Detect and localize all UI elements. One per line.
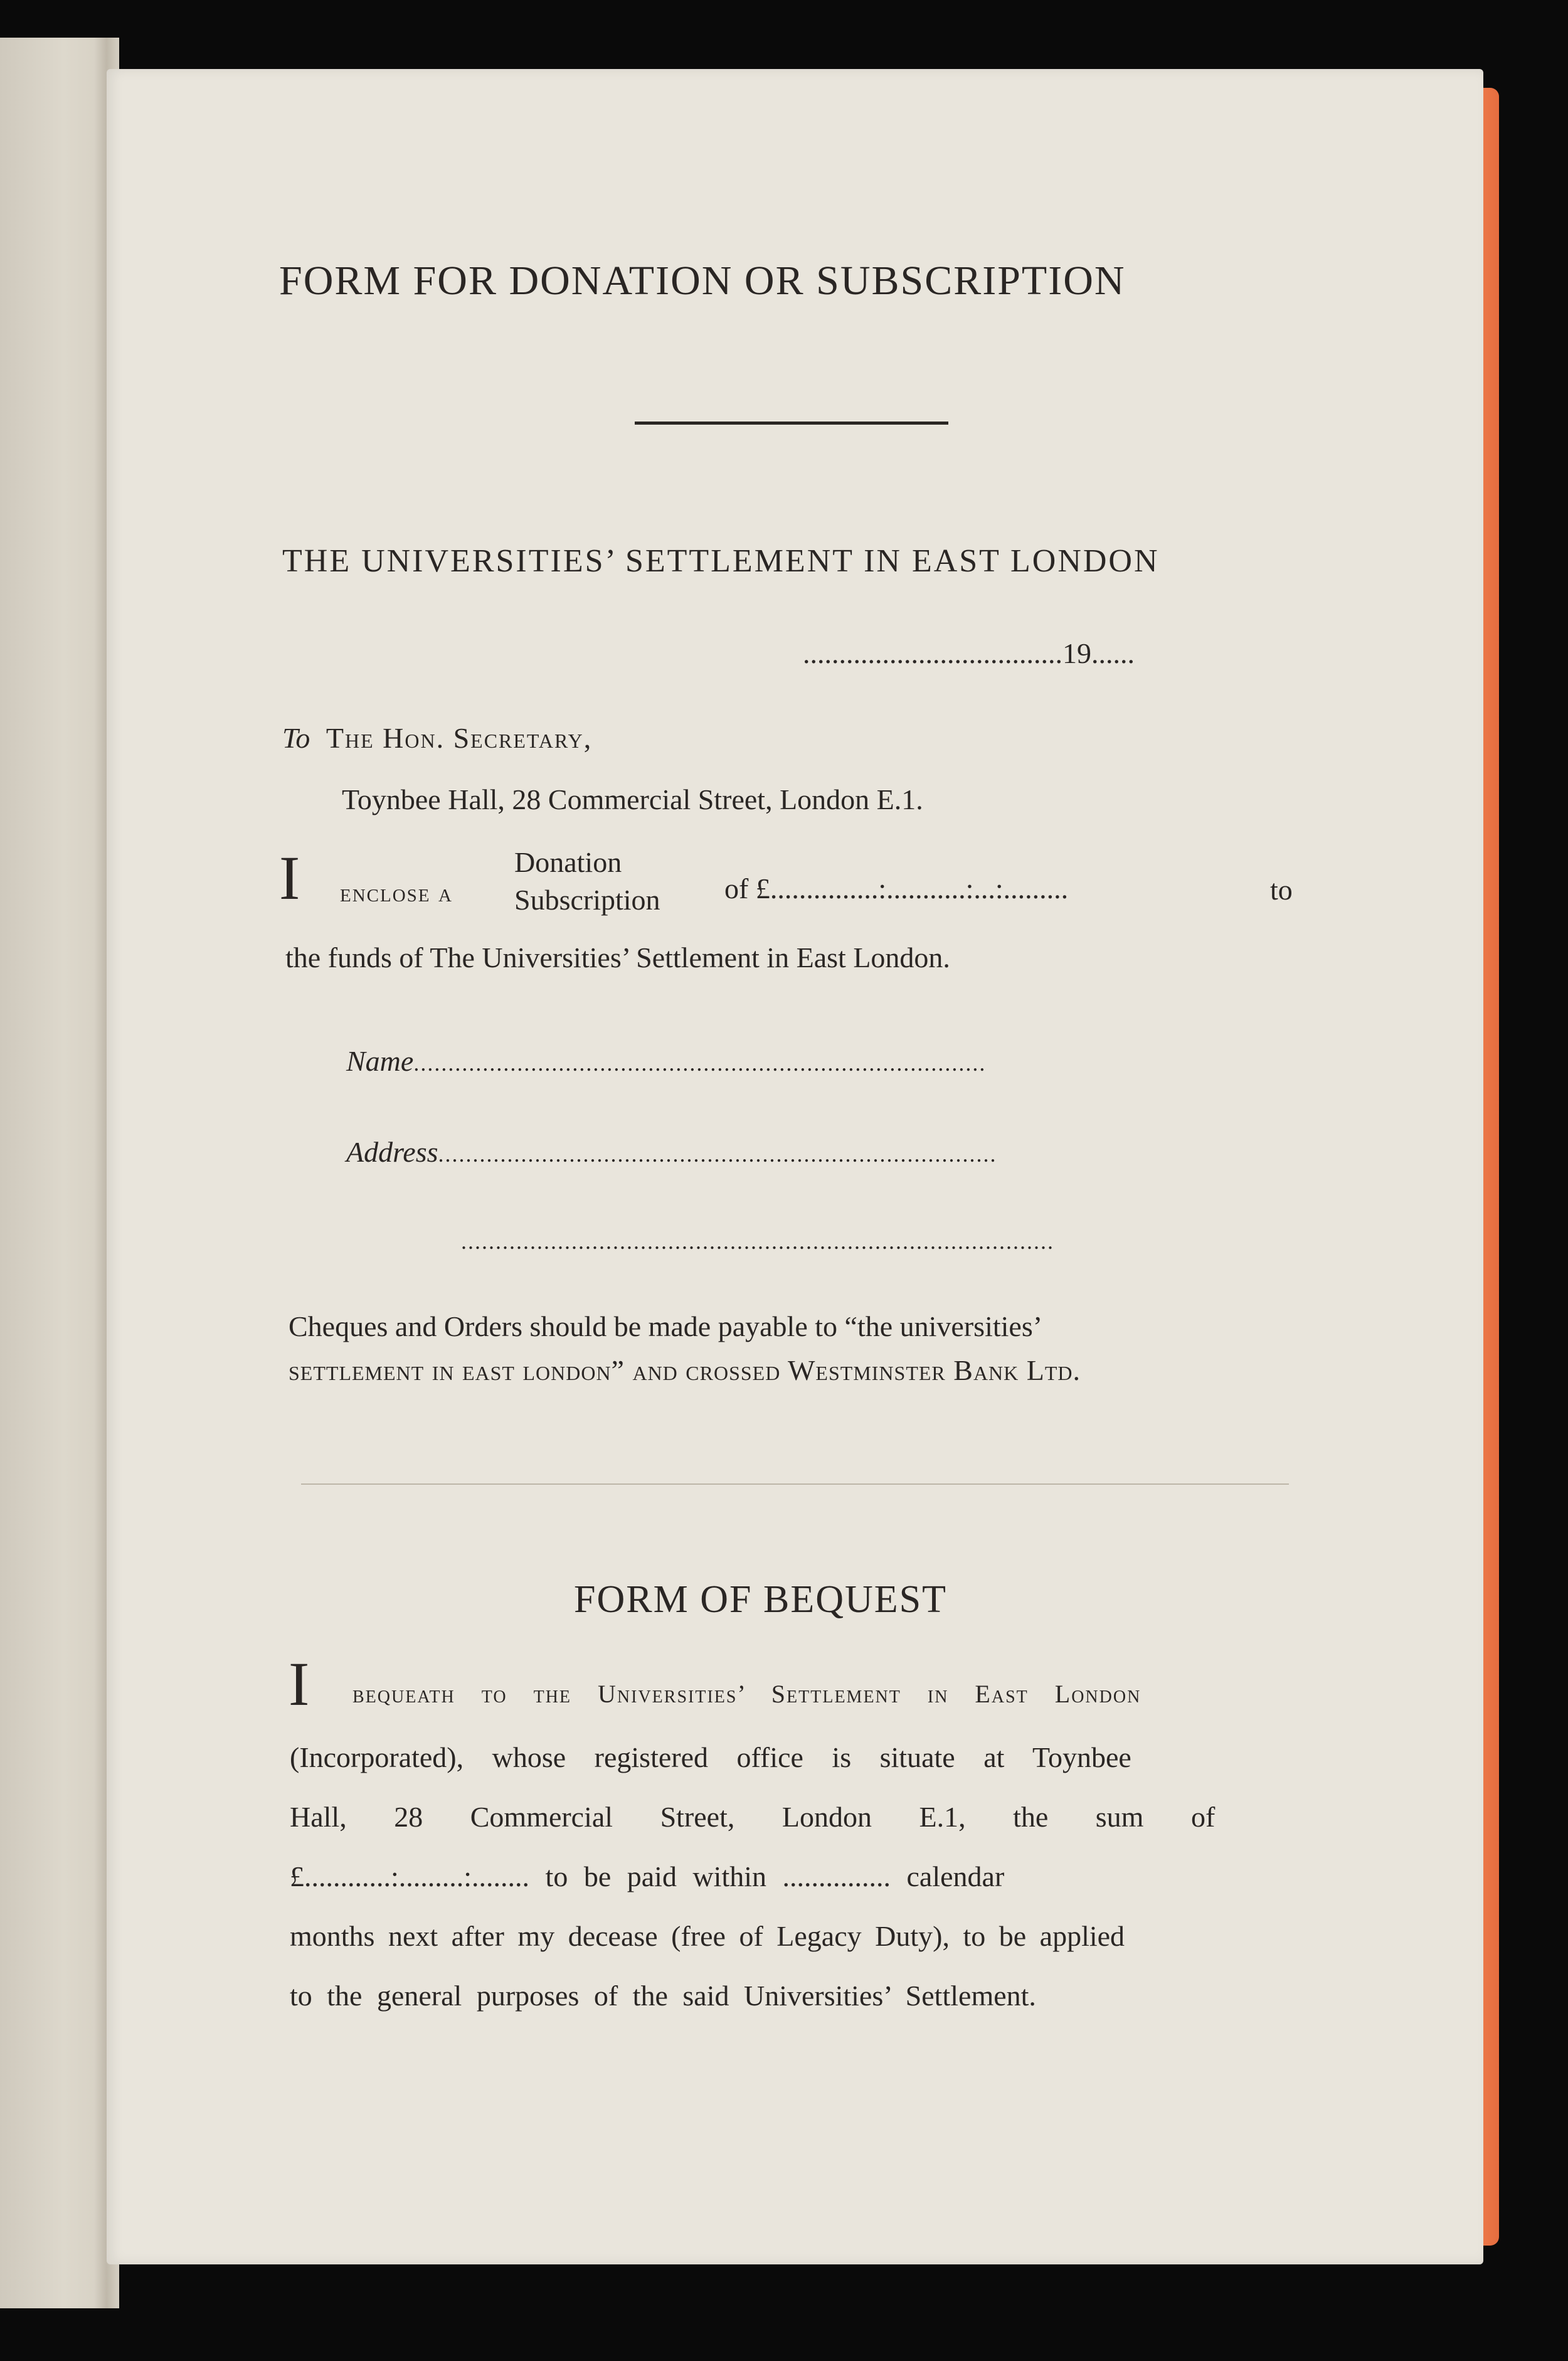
org-heading: THE UNIVERSITIES’ SETTLEMENT IN EAST LONDON xyxy=(282,543,1160,579)
bequest-line-6: to the general purposes of the said Universities’ Settlement. xyxy=(290,1980,1036,2012)
bequest-line-1 xyxy=(352,1676,1141,1709)
funds-line: the funds of The Universities’ Settlement in East London. xyxy=(285,942,950,974)
enclose-initial: I xyxy=(279,843,300,913)
to-recipient: The Hon. Secretary, xyxy=(326,722,593,754)
cheques-note-line-2: settlement in east london” and crossed Westminster Bank Ltd. xyxy=(289,1354,1081,1386)
bequest-line-3: Hall, 28 Commercial Street, London E.1, the sum of xyxy=(290,1801,1216,1833)
option-subscription: Subscription xyxy=(514,884,660,916)
recipient-address: Toynbee Hall, 28 Commercial Street, London E.1. xyxy=(342,783,923,815)
to-word: to xyxy=(1270,874,1293,906)
to-prefix: To xyxy=(282,722,310,754)
donation-amount-line: of £...............:...........:...:......... xyxy=(724,873,1069,905)
name-dots: ................................................................................... xyxy=(413,1051,987,1076)
address-field xyxy=(346,1135,997,1169)
cheques-note-line-1: Cheques and Orders should be made payable to “the universities’ xyxy=(289,1310,1043,1342)
option-donation: Donation xyxy=(514,846,622,878)
address-dots: ................................................................................. xyxy=(438,1142,997,1167)
bequest-line-1-text: bequeath to the Universities’ Settlement in East London xyxy=(352,1680,1142,1708)
donation-form-title: FORM FOR DONATION OR SUBSCRIPTION xyxy=(279,258,1126,304)
document-page xyxy=(107,69,1483,2264)
to-line xyxy=(282,721,592,755)
name-field xyxy=(346,1044,986,1078)
bequest-form-title: FORM OF BEQUEST xyxy=(574,1578,947,1621)
section-divider xyxy=(301,1483,1289,1485)
address-dots-second-line: ...................................................................................... xyxy=(461,1229,1054,1254)
title-divider xyxy=(635,422,948,425)
bequest-initial: I xyxy=(289,1649,310,1719)
enclose-text: enclose a xyxy=(340,879,453,908)
name-label: Name xyxy=(346,1045,414,1077)
address-label: Address xyxy=(346,1136,438,1168)
date-line: ....................................19...... xyxy=(803,637,1135,669)
bequest-line-2: (Incorporated), whose registered office is situate at Toynbee xyxy=(290,1741,1131,1773)
bequest-line-4: £............:.........:........ to be paid within ............... calendar xyxy=(290,1860,1005,1892)
bequest-line-5: months next after my decease (free of Legacy Duty), to be applied xyxy=(290,1920,1125,1952)
left-page-edge xyxy=(0,38,107,2308)
